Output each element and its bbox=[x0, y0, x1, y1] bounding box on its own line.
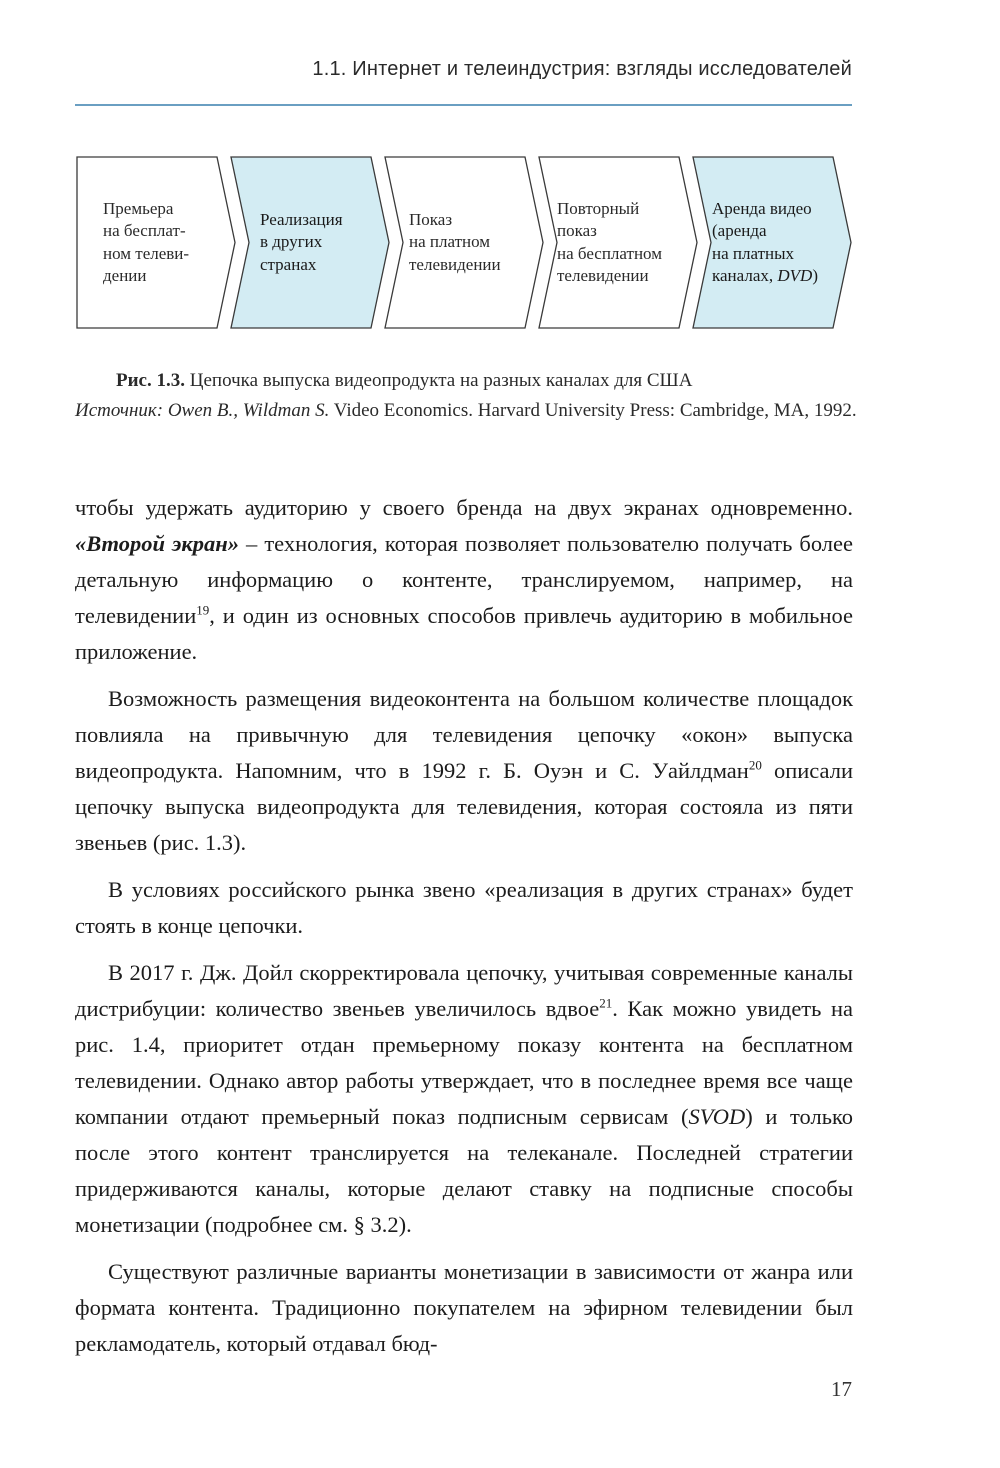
chain-step-3 bbox=[409, 155, 539, 330]
term-second-screen: «Второй экран» bbox=[75, 531, 240, 556]
paragraph-3: В условиях российского рынка звено «реализация в других странах» будет стоять в конце цепочки. bbox=[75, 877, 853, 938]
chain-step-5-label: Аренда видео (аренда на платных каналах, DVD) bbox=[712, 199, 818, 285]
page-number: 17 bbox=[831, 1377, 852, 1401]
chain-step-1-label: Премьера на бесплат- ном телеви- дении bbox=[103, 199, 190, 285]
caption-number: Рис. 1.3. bbox=[116, 370, 185, 391]
term-svod: SVOD bbox=[688, 1104, 746, 1129]
paragraph-5: Существуют различные варианты монетизации в зависимости от жанра или формата контента. Традиционно покупателем на эфирном телевидении был рекламодатель, который отдавал бюд- bbox=[75, 1259, 853, 1356]
body-text bbox=[75, 490, 853, 1373]
footnote-ref-20[interactable]: 20 bbox=[748, 757, 762, 773]
figure-chain-diagram bbox=[75, 155, 865, 330]
caption-title: Цепочка выпуска видеопродукта на разных каналах для США bbox=[189, 370, 693, 391]
chain-step-2-label: Реализация в других странах bbox=[260, 210, 343, 274]
paragraph-2: Возможность размещения видеоконтента на большом количестве площадок повлияла на привычную для телевидения цепочку «окон» выпуска видеопродукта. Напомним, что в 1992 г. Б. Оуэн и С. Уайлдман$^{20}$ описали цепочку выпуска видеопродукта для телевидения, которая состояла из пяти звеньев (рис. 1.3). bbox=[75, 686, 854, 855]
paragraph-4: В 2017 г. Дж. Дойл скорректировала цепочку, учитывая современные каналы дистрибуции: количество звеньев увеличилось вдвое$^{21}$. Как можно увидеть на рис. 1.4, приоритет отдан премьерному показу контента на бесплатном телевидении. Однако автор работы утверждает, что в последнее время все чаще компании отдают премьерный показ подписным сервисам (SVOD) и только после этого контент транслируется на телеканале. Последней стратегии придерживаются каналы, которые делают ставку на подписные способы монетизации (подробнее см. § 3.2). bbox=[75, 960, 854, 1237]
header-rule bbox=[75, 104, 852, 106]
chain-step-4-label: Повторный показ на бесплатном телевидении bbox=[557, 199, 662, 285]
chain-step-5 bbox=[712, 155, 862, 330]
figure-caption bbox=[75, 366, 865, 427]
caption-source-title: Video Economics. Harvard University Press: Cambridge, MA, 1992. bbox=[329, 400, 857, 422]
paragraph-1: чтобы удержать аудиторию у своего бренда на двух экранах одновременно. «Второй экран» – технология, которая позволяет пользователю получать более детальную информацию о контенте, транслируемом, например, на телевидении$^{19}$, и один из основных способов привлечь аудиторию в мобильное приложение. bbox=[75, 495, 853, 664]
footnote-ref-21[interactable]: 21 bbox=[599, 995, 613, 1011]
footnote-ref-19[interactable]: 19 bbox=[196, 602, 210, 618]
chain-step-3-label: Показ на платном телевидении bbox=[409, 210, 501, 274]
chain-step-2 bbox=[260, 155, 390, 330]
caption-source-authors: Источник: Owen B., Wildman S. bbox=[75, 400, 330, 422]
chain-step-1 bbox=[103, 155, 233, 330]
running-head: 1.1. Интернет и телеиндустрия: взгляды исследователей bbox=[312, 58, 852, 80]
chain-step-4 bbox=[557, 155, 697, 330]
